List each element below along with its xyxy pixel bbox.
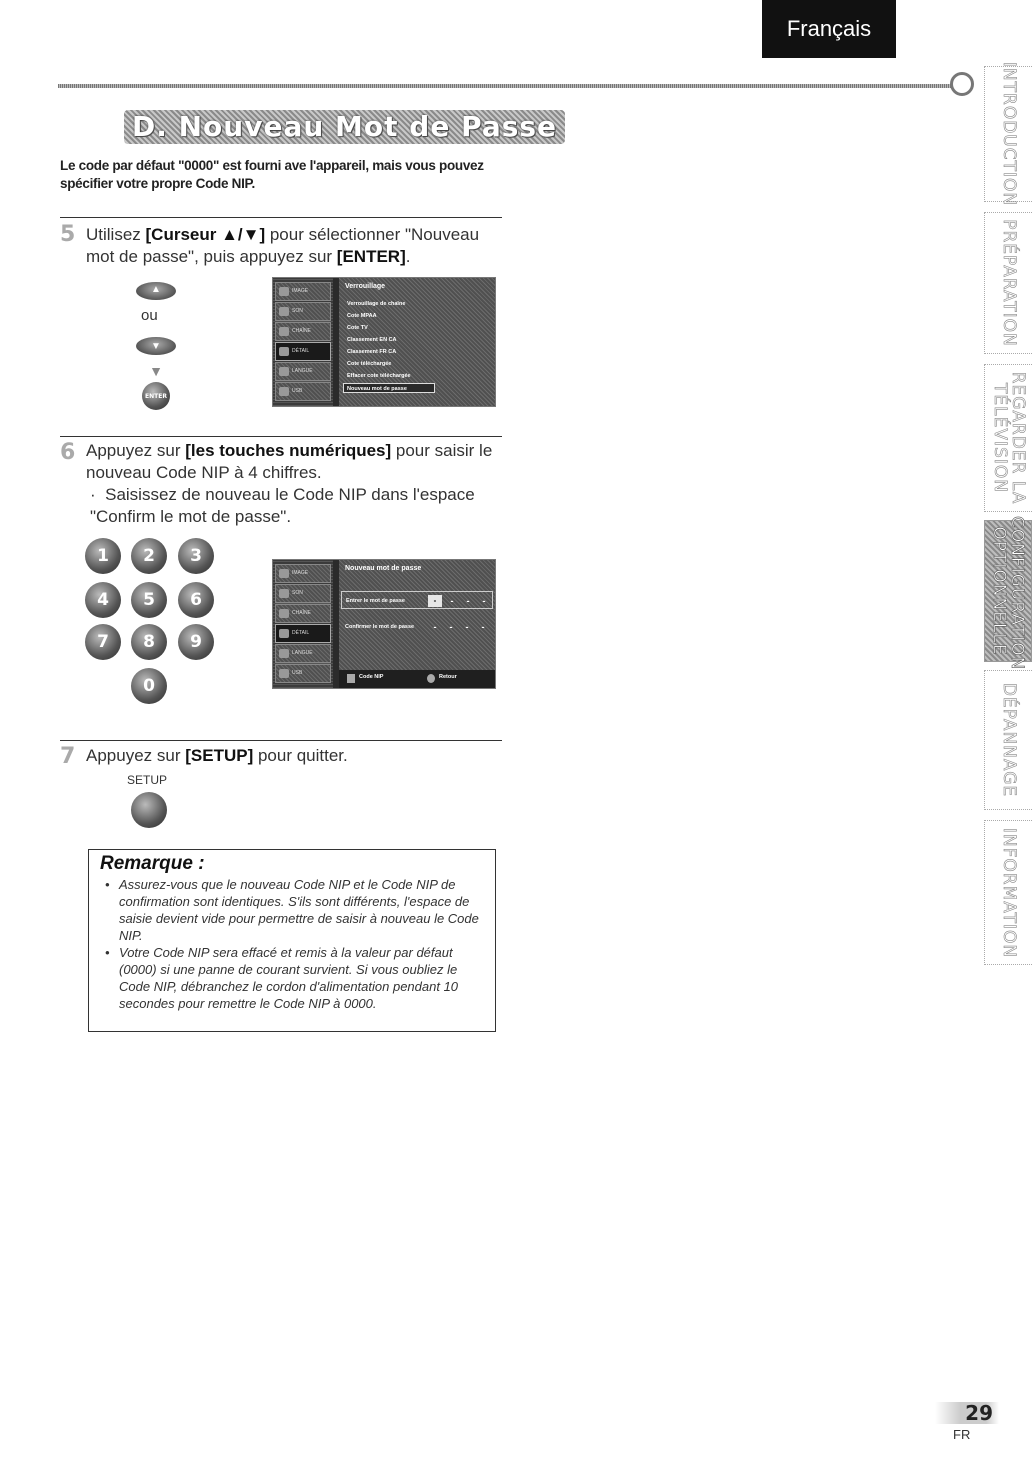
menu-item-clear-downloaded: Effacer cote téléchargée: [347, 373, 411, 379]
sidebar-item-language: LANGUE: [275, 644, 331, 663]
tab-watch-tv[interactable]: [984, 364, 1032, 512]
sidebar-item-usb: USB: [275, 664, 331, 683]
number-9-button[interactable]: 9: [178, 624, 214, 660]
number-1-button[interactable]: 1: [85, 538, 121, 574]
cursor-down-button[interactable]: ▼: [136, 337, 176, 355]
tab-troubleshooting[interactable]: [984, 670, 1032, 810]
note-title: Remarque :: [100, 853, 205, 874]
sidebar-item-sound: SON: [275, 584, 331, 603]
sidebar-item-channel: CHAÎNE: [275, 604, 331, 623]
legend-back-label: Retour: [439, 674, 457, 680]
menu-sidebar: [273, 560, 333, 688]
or-label: ou: [141, 307, 158, 324]
confirm-digit-4: -: [481, 622, 485, 632]
menu-heading: Verrouillage: [345, 283, 386, 290]
menu-item-en-ca: Classement EN CA: [347, 337, 397, 343]
sidebar-item-usb: USB: [275, 382, 331, 401]
confirm-digit-1: -: [433, 622, 437, 632]
tab-optional-setup[interactable]: [984, 516, 1032, 671]
menu-item-new-password: Nouveau mot de passe: [343, 383, 435, 393]
pin-digit-4: -: [482, 596, 486, 606]
header-rule: [58, 84, 958, 88]
tab-label: DÉPANNAGE: [998, 682, 1019, 798]
step-6-rule: [60, 436, 502, 437]
pin-digit-1: -: [428, 595, 442, 607]
down-arrow-icon: ▼: [149, 363, 163, 379]
step-7-number: 7: [60, 744, 76, 769]
step-5-number: 5: [60, 222, 76, 247]
sidebar-item-image: IMAGE: [275, 564, 331, 583]
menu-item-tv-rating: Cote TV: [347, 325, 368, 331]
sidebar-item-channel: CHAÎNE: [275, 322, 331, 341]
menu-item-mpaa: Cote MPAA: [347, 313, 377, 319]
menu-heading: Nouveau mot de passe: [345, 565, 422, 572]
step-5-text: Utilisez [Curseur ▲/▼] pour sélectionner "Nouveau mot de passe", puis appuyez sur [ENTER].: [86, 225, 480, 266]
setup-button[interactable]: [131, 792, 167, 828]
step-6-number: 6: [60, 440, 76, 465]
pin-digit-2: -: [450, 596, 454, 606]
note-item: • Votre Code NIP sera effacé et remis à la valeur par défaut (0000) si une panne de courant survient. Si vous oubliez le Code NIP, débranchez le cordon d'alimentation pendant 10 secondes pour remettre le Code NIP à 0000.: [105, 945, 459, 1011]
setup-label: SETUP: [127, 773, 168, 787]
page-number: 29: [935, 1402, 999, 1424]
confirm-digit-3: -: [465, 622, 469, 632]
number-2-button[interactable]: 2: [131, 538, 167, 574]
confirm-digit-2: -: [449, 622, 453, 632]
legend-pin-label: Code NIP: [359, 674, 384, 680]
tab-preparation[interactable]: [984, 212, 1032, 354]
number-7-button[interactable]: 7: [85, 624, 121, 660]
tab-information[interactable]: [984, 820, 1032, 965]
step-7-text: Appuyez sur [SETUP] pour quitter.: [86, 746, 348, 765]
language-tab: Français: [762, 0, 896, 58]
menu-legend: [339, 670, 495, 688]
page-language-code: FR: [953, 1427, 971, 1442]
new-password-screen: [272, 559, 496, 689]
enter-button[interactable]: ENTER: [142, 382, 170, 410]
back-icon: [427, 674, 435, 683]
sidebar-item-language: LANGUE: [275, 362, 331, 381]
pin-digit-3: -: [466, 596, 470, 606]
note-box: [88, 849, 496, 1032]
menu-item-fr-ca: Classement FR CA: [347, 349, 397, 355]
cursor-up-button[interactable]: ▲: [136, 282, 176, 300]
sidebar-item-sound: SON: [275, 302, 331, 321]
step-5-rule: [60, 217, 502, 218]
number-8-button[interactable]: 8: [131, 624, 167, 660]
intro-text: Le code par défaut "0000" est fourni ave l'appareil, mais vous pouvez spécifier votre propre Code NIP.: [60, 158, 484, 191]
number-4-button[interactable]: 4: [85, 582, 121, 618]
tab-introduction[interactable]: [984, 61, 1032, 207]
section-title: D. Nouveau Mot de Passe: [124, 110, 565, 144]
enter-password-row: Entrer le mot de passe - - - -: [341, 591, 493, 609]
number-0-button[interactable]: 0: [131, 668, 167, 704]
tab-label: PRÉPARATION: [998, 219, 1019, 347]
menu-item-channel-lock: Verrouillage de chaîne: [347, 301, 406, 307]
header-rule-end-circle: [950, 72, 974, 96]
step-7-rule: [60, 740, 502, 741]
sidebar-item-detail: DÉTAIL: [275, 342, 331, 361]
tab-label: INFORMATION: [998, 827, 1019, 958]
number-5-button[interactable]: 5: [131, 582, 167, 618]
menu-panel: [339, 278, 495, 406]
lock-menu-screen: [272, 277, 496, 407]
number-6-button[interactable]: 6: [178, 582, 214, 618]
sidebar-item-image: IMAGE: [275, 282, 331, 301]
sidebar-item-detail: DÉTAIL: [275, 624, 331, 643]
tab-label: INTRODUCTION: [998, 61, 1019, 207]
menu-sidebar: [273, 278, 333, 406]
step-6-bullet: · Saisissez de nouveau le Code NIP dans l'espace "Confirm le mot de passe".: [90, 485, 475, 526]
confirm-password-row: Confirmer le mot de passe - - - -: [341, 618, 493, 636]
step-6-text: Appuyez sur [les touches numériques] pour saisir le nouveau Code NIP à 4 chiffres.: [86, 441, 493, 482]
tab-label: REGARDER LA TÉLÉVISION: [989, 371, 1028, 505]
menu-item-downloaded-rating: Cote téléchargée: [347, 361, 392, 367]
number-3-button[interactable]: 3: [178, 538, 214, 574]
number-keys-icon: [347, 674, 355, 683]
tab-label: CONFIGURATION OPTIONNELLE: [989, 516, 1027, 671]
note-item: • Assurez-vous que le nouveau Code NIP et le Code NIP de confirmation sont identiques. S'ils sont différents, l'espace de saisie devient vide pour permettre de saisir à nouveau le Code NIP.: [105, 877, 479, 943]
menu-panel: [339, 560, 495, 688]
